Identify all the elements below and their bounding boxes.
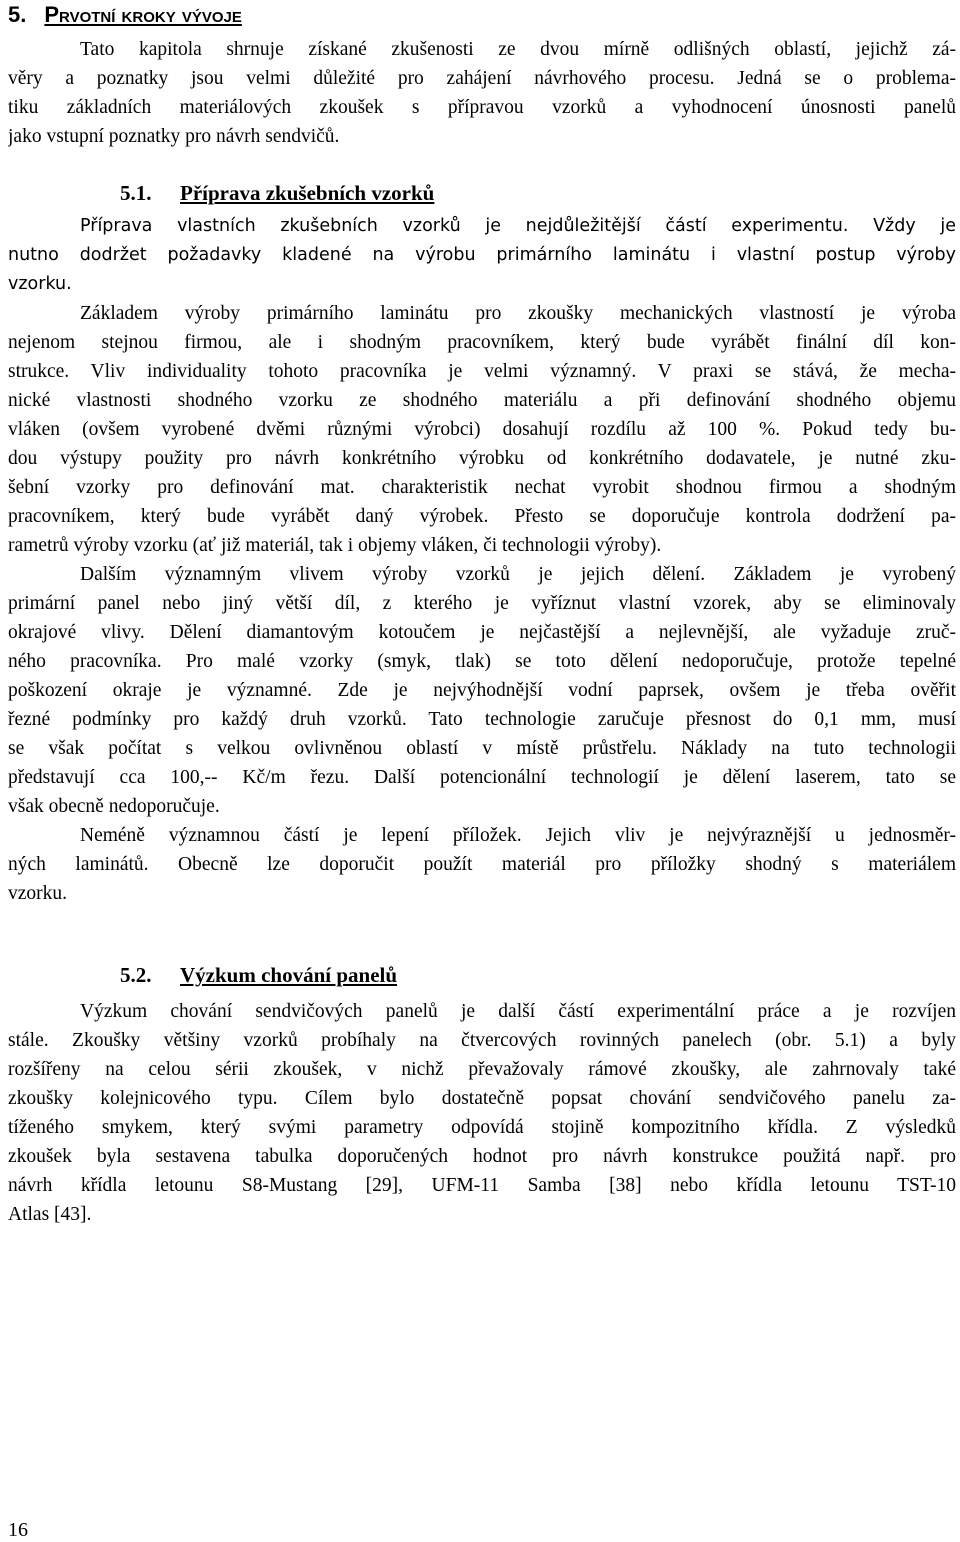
text-line: Atlas [43]. <box>8 1204 92 1225</box>
text-line: nutno dodržet požadavky kladené na výrobu primárního laminátu i vlastní postup výroby <box>8 245 956 265</box>
text-line: strukce. Vliv individuality tohoto pracovníka je velmi významný. V praxi se stává, že mecha- <box>8 361 956 382</box>
section-heading-5-1 <box>120 180 434 206</box>
text-line: zkoušky kolejnicového typu. Cílem bylo dostatečně popsat chování sendvičového panelu za- <box>8 1088 956 1109</box>
text-line: se však počítat s velkou ovlivněnou oblastí v místě průstřelu. Náklady na tuto technologii <box>8 738 956 759</box>
text-line: vzorku. <box>8 883 68 904</box>
page-number: 16 <box>8 1519 28 1541</box>
intro-paragraph <box>8 35 956 151</box>
section-number: 5.1. <box>120 181 152 205</box>
text-line: představují cca 100,-- Kč/m řezu. Další potencionální technologií je dělení laserem, tato se <box>8 767 956 788</box>
section1-lead-paragraph <box>8 212 956 299</box>
text-line: nické vlastnosti shodného vzorku ze shodného materiálu a při definování shodného objemu <box>8 390 956 411</box>
text-line: primární panel nebo jiný větší díl, z kterého je vyříznut vlastní vzorek, aby se eliminovaly <box>8 593 956 614</box>
text-line: ných laminátů. Obecně lze doporučit použít materiál pro příložky shodný s materiálem <box>8 854 956 875</box>
text-line: Příprava vlastních zkušebních vzorků je nejdůležitější částí experimentu. Vždy je <box>80 216 956 236</box>
text-line: návrh křídla letounu S8-Mustang [29], UFM-11 Samba [38] nebo křídla letounu TST-10 <box>8 1175 956 1196</box>
text-line: Neméně významnou částí je lepení příložek. Jejich vliv je nejvýraznější u jednosměr- <box>80 825 956 846</box>
section-heading-5-2 <box>120 962 397 988</box>
text-line: zkoušek byla sestavena tabulka doporučených hodnot pro návrh konstrukce použitá např. pro <box>8 1146 956 1167</box>
text-line: pracovníkem, který bude vyrábět daný výrobek. Přesto se doporučuje kontrola dodržení pa- <box>8 506 956 527</box>
text-line: vzorku. <box>8 274 72 294</box>
text-line: řezné podmínky pro každý druh vzorků. Tato technologie zaručuje přesnost do 0,1 mm, musí <box>8 709 956 730</box>
section-title: Příprava zkušebních vzorků <box>180 181 435 205</box>
text-line: dou výstupy použity pro návrh konkrétního výrobku od konkrétního dodavatele, je nutné zku- <box>8 448 956 469</box>
section1-paragraph-3 <box>8 821 956 908</box>
section1-paragraph-1 <box>8 299 956 560</box>
text-line: však obecně nedoporučuje. <box>8 796 220 817</box>
text-line: stále. Zkoušky většiny vzorků probíhaly na čtvercových rovinných panelech (obr. 5.1) a byly <box>8 1030 956 1051</box>
chapter-heading <box>8 2 242 28</box>
chapter-number: 5. <box>8 2 27 27</box>
section-number: 5.2. <box>120 963 152 987</box>
text-line: věry a poznatky jsou velmi důležité pro zahájení návrhového procesu. Jedná se o problema- <box>8 68 956 89</box>
text-line: Dalším významným vlivem výroby vzorků je jejich dělení. Základem je vyrobený <box>80 564 956 585</box>
text-line: rozšířeny na celou sérii zkoušek, v nichž převažovaly rámové zkoušky, ale zahrnovaly také <box>8 1059 956 1080</box>
section1-paragraph-2 <box>8 560 956 821</box>
section2-paragraph <box>8 997 956 1229</box>
text-line: ného pracovníka. Pro malé vzorky (smyk, tlak) se toto dělení nedoporučuje, protože tepelné <box>8 651 956 672</box>
section-title: Výzkum chování panelů <box>180 963 398 987</box>
chapter-title: Prvotní kroky vývoje <box>44 2 242 27</box>
text-line: vláken (ovšem vyrobené dvěmi různými výrobci) dosahují rozdílu až 100 %. Pokud tedy bu- <box>8 419 956 440</box>
text-line: nejenom stejnou firmou, ale i shodným pracovníkem, který bude vyrábět finální díl kon- <box>8 332 956 353</box>
text-line: tiku základních materiálových zkoušek s přípravou vzorků a vyhodnocení únosnosti panelů <box>8 97 956 118</box>
text-line: poškození okraje je významné. Zde je nejvýhodnější vodní paprsek, ovšem je třeba ověřit <box>8 680 956 701</box>
text-line: Tato kapitola shrnuje získané zkušenosti ze dvou mírně odlišných oblastí, jejichž zá- <box>80 39 956 60</box>
text-line: tíženého smykem, který svými parametry odpovídá stojině kompozitního křídla. Z výsledků <box>8 1117 956 1138</box>
text-line: jako vstupní poznatky pro návrh sendvičů. <box>8 126 340 147</box>
text-line: Výzkum chování sendvičových panelů je další částí experimentální práce a je rozvíjen <box>80 1001 956 1022</box>
text-line: rametrů výroby vzorku (ať již materiál, tak i objemy vláken, či technologii výroby). <box>8 535 662 556</box>
text-line: okrajové vlivy. Dělení diamantovým kotoučem je nejčastější a nejlevnější, ale vyžaduje zruč- <box>8 622 956 643</box>
text-line: šební vzorky pro definování mat. charakteristik nechat vyrobit shodnou firmou a shodným <box>8 477 956 498</box>
text-line: Základem výroby primárního laminátu pro zkoušky mechanických vlastností je výroba <box>80 303 956 324</box>
